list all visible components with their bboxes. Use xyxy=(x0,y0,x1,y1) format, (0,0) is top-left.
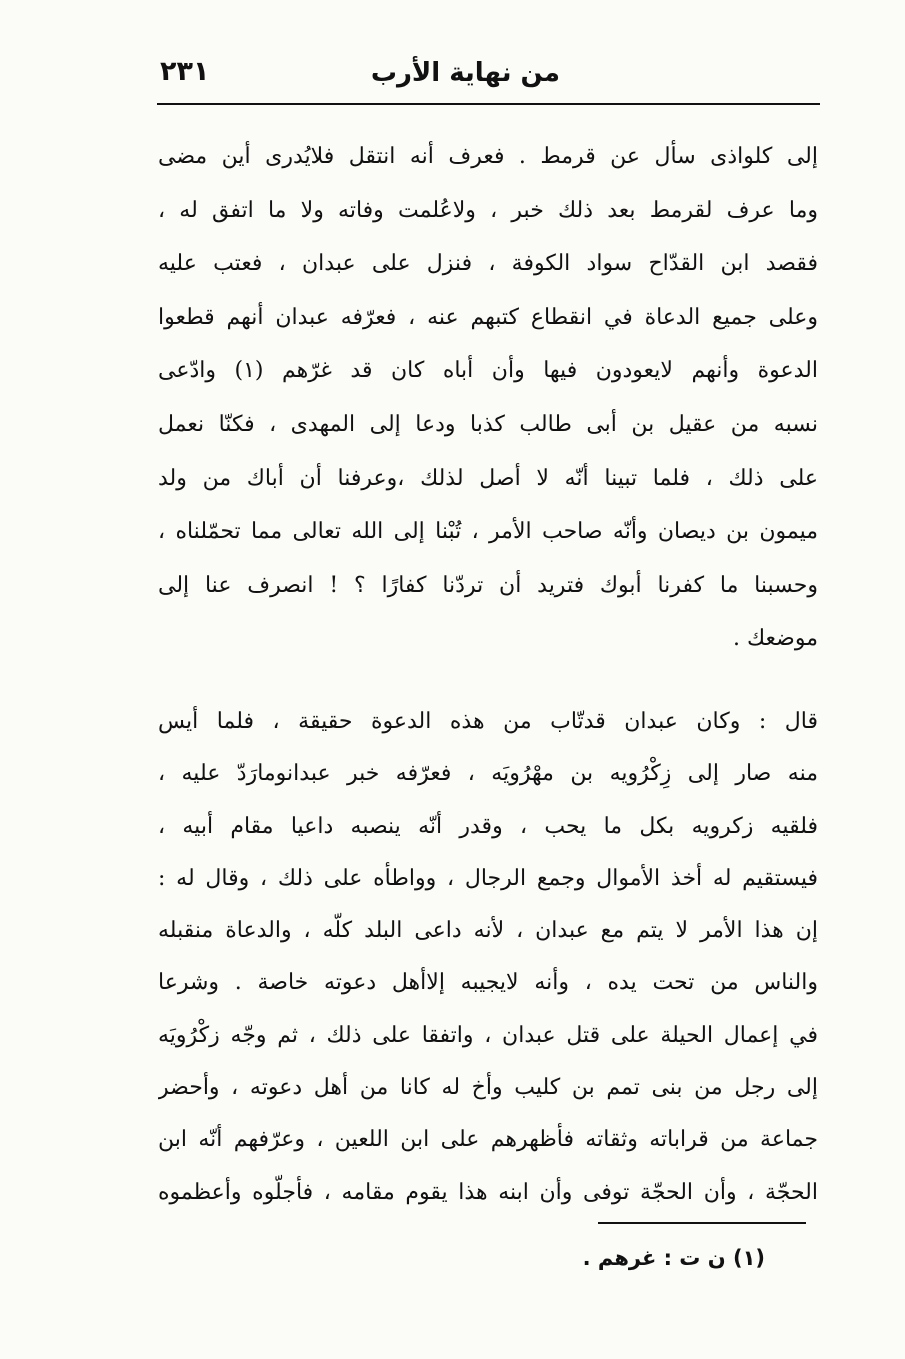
text-line: فلقيه زكرويه بكل ما يحب ، وقدر أنّه ينصبه داعيا مقام أبيه ، xyxy=(158,813,818,839)
text-line: نسبه من عقيل بن أبى طالب كذبا ودعا إلى المهدى ، فكنّا نعمل xyxy=(158,411,818,437)
text-line: منه صار إلى زِكْرُويه بن مهْرُويَه ، فعرّفه خبر عبدانومارَدّ عليه ، xyxy=(158,761,818,787)
text-line: ميمون بن ديصان وأنّه صاحب الأمر ، تُبْنا إلى الله تعالى مما تحمّلناه ، xyxy=(158,519,818,545)
text-line: فيستقيم له أخذ الأموال وجمع الرجال ، وواطأه على ذلك ، وقال له : xyxy=(158,865,818,891)
text-line: والناس من تحت يده ، وأنه لايجيبه إلاأهل دعوته خاصة . وشرعا xyxy=(158,970,818,996)
text-line: وحسبنا ما كفرنا أبوك فتريد أن تردّنا كفارًا ؟ ! انصرف عنا إلى xyxy=(158,572,818,598)
body-text xyxy=(158,130,818,1219)
text-line: فقصد ابن القدّاح سواد الكوفة ، فنزل على عبدان ، فعتب عليه xyxy=(158,251,818,277)
text-line: موضعك . xyxy=(733,626,818,652)
footnote-rule xyxy=(598,1222,806,1224)
text-line: إلى رجل من بنى تمم بن كليب وأخ له كانا من أهل دعوته ، وأحضر xyxy=(158,1075,818,1101)
page-header xyxy=(158,52,818,100)
text-line: على ذلك ، فلما تبينا أنّه لا أصل لذلك ،وعرفنا أن أباك من ولد xyxy=(158,465,818,491)
paragraph-2 xyxy=(158,696,818,1219)
text-line: وما عرف لقرمط بعد ذلك خبر ، ولاعُلمت وفاته ولا ما اتفق له ، xyxy=(158,197,818,223)
paragraph-gap xyxy=(158,666,818,696)
text-line: إلى كلواذى سأل عن قرمط . فعرف أنه انتقل فلايُدرى أين مضى xyxy=(158,144,818,169)
running-title: من نهاية الأرب xyxy=(370,58,560,88)
footnote: (١) ن ت : غرهم . xyxy=(582,1246,765,1270)
page-number: ٢٣١ xyxy=(160,56,210,87)
text-line: الحجّة ، وأن الحجّة توفى وأن ابنه هذا يقوم مقامه ، فأجلّوه وأعظموه xyxy=(158,1179,818,1205)
header-rule xyxy=(157,103,820,105)
text-line: جماعة من قراباته وثقاته فأظهرهم على ابن اللعين ، وعرّفهم أنّه ابن xyxy=(158,1127,818,1153)
text-line: الدعوة وأنهم لايعودون فيها وأن أباه كان قد غرّهم (١) وادّعى xyxy=(158,358,818,384)
paragraph-1 xyxy=(158,130,818,666)
text-line: إن هذا الأمر لا يتم مع عبدان ، لأنه داعى البلد كلّه ، والدعاة منقبله xyxy=(158,918,818,944)
text-line: قال : وكان عبدان قدتّاب من هذه الدعوة حقيقة ، فلما أيس xyxy=(158,708,818,734)
text-line: وعلى جميع الدعاة في انقطاع كتبهم عنه ، فعرّفه عبدان أنهم قطعوا xyxy=(158,304,818,330)
text-line: في إعمال الحيلة على قتل عبدان ، واتفقا على ذلك ، ثم وجّه زكْرُويَه xyxy=(158,1022,818,1048)
